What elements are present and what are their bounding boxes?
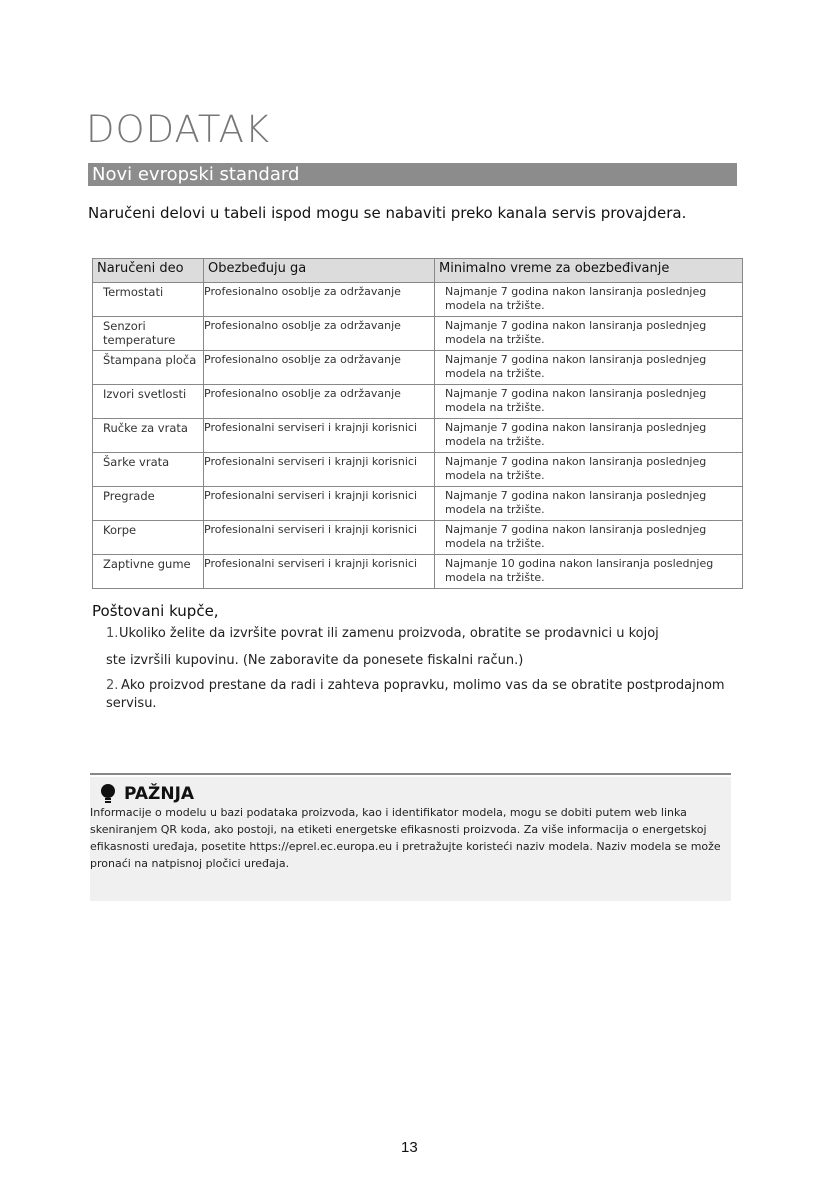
divider <box>90 773 731 775</box>
table-cell: Najmanje 7 godina nakon lansiranja poslednjeg modela na tržište. <box>435 283 743 317</box>
list-number: 2. <box>106 678 119 693</box>
parts-table <box>92 258 743 589</box>
table-cell: Profesionalno osoblje za održavanje <box>204 385 435 419</box>
intro-text: Naručeni delovi u tabeli ispod mogu se nabaviti preko kanala servis provajdera. <box>88 204 687 222</box>
table-cell: Korpe <box>93 521 204 555</box>
table-cell: Pregrade <box>93 487 204 521</box>
table-row <box>93 351 743 385</box>
page-title: DODATAK <box>86 108 271 151</box>
list-item: Ako proizvod prestane da radi i zahteva popravku, molimo vas da se obratite postprodajnom <box>121 678 725 693</box>
table-cell: Profesionalno osoblje za održavanje <box>204 317 435 351</box>
table-cell: Zaptivne gume <box>93 555 204 589</box>
table-cell: Najmanje 7 godina nakon lansiranja poslednjeg modela na tržište. <box>435 521 743 555</box>
page-number: 13 <box>401 1139 418 1156</box>
table-header: Minimalno vreme za obezbeđivanje <box>435 259 743 283</box>
lightbulb-icon <box>100 784 116 804</box>
table-header: Naručeni deo <box>93 259 204 283</box>
table-row <box>93 453 743 487</box>
warning-heading <box>100 784 194 804</box>
table-cell: Termostati <box>93 283 204 317</box>
table-cell: Profesionalno osoblje za održavanje <box>204 351 435 385</box>
list-item-cont: ste izvršili kupovinu. (Ne zaboravite da ponesete fiskalni račun.) <box>106 653 524 668</box>
table-cell: Najmanje 7 godina nakon lansiranja poslednjeg modela na tržište. <box>435 453 743 487</box>
table-cell: Najmanje 7 godina nakon lansiranja poslednjeg modela na tržište. <box>435 351 743 385</box>
warning-title: PAŽNJA <box>124 784 195 804</box>
list-number: 1. <box>106 626 119 641</box>
table-row <box>93 283 743 317</box>
table-row <box>93 385 743 419</box>
table-cell: Najmanje 7 godina nakon lansiranja poslednjeg modela na tržište. <box>435 385 743 419</box>
table-cell: Profesionalni serviseri i krajnji korisnici <box>204 521 435 555</box>
list-item-cont: servisu. <box>106 696 157 711</box>
table-header: Obezbeđuju ga <box>204 259 435 283</box>
greeting: Poštovani kupče, <box>92 602 219 620</box>
table-cell: Profesionalni serviseri i krajnji korisnici <box>204 419 435 453</box>
table-cell: Profesionalni serviseri i krajnji korisnici <box>204 453 435 487</box>
table-cell: Izvori svetlosti <box>93 385 204 419</box>
table-cell: Profesionalni serviseri i krajnji korisnici <box>204 487 435 521</box>
table-cell: Senzori temperature <box>93 317 204 351</box>
table-cell: Najmanje 7 godina nakon lansiranja poslednjeg modela na tržište. <box>435 317 743 351</box>
table-row <box>93 487 743 521</box>
table-cell: Najmanje 10 godina nakon lansiranja poslednjeg modela na tržište. <box>435 555 743 589</box>
warning-text: Informacije o modelu u bazi podataka proizvoda, kao i identifikator modela, mogu se dobiti putem web linka skeniranjem QR koda, ako postoji, na etiketi energetske efikasnosti proizvoda. Za više informacija o energetskoj efikasnosti uređaja, posetite https://eprel.ec.europa.eu i pretražujte koristeći naziv modela. Naziv modela se može pronaći na natpisnoj pločici uređaja. <box>90 806 721 870</box>
table-cell: Štampana ploča <box>93 351 204 385</box>
table-cell: Profesionalno osoblje za održavanje <box>204 283 435 317</box>
table-cell: Šarke vrata <box>93 453 204 487</box>
table-cell: Najmanje 7 godina nakon lansiranja poslednjeg modela na tržište. <box>435 487 743 521</box>
table-row <box>93 317 743 351</box>
table-row <box>93 419 743 453</box>
table-cell: Profesionalni serviseri i krajnji korisnici <box>204 555 435 589</box>
table-row <box>93 555 743 589</box>
list-item: Ukoliko želite da izvršite povrat ili zamenu proizvoda, obratite se prodavnici u kojoj <box>119 626 659 641</box>
section-heading: Novi evropski standard <box>88 163 737 186</box>
table-row <box>93 521 743 555</box>
table-cell: Najmanje 7 godina nakon lansiranja poslednjeg modela na tržište. <box>435 419 743 453</box>
table-cell: Ručke za vrata <box>93 419 204 453</box>
